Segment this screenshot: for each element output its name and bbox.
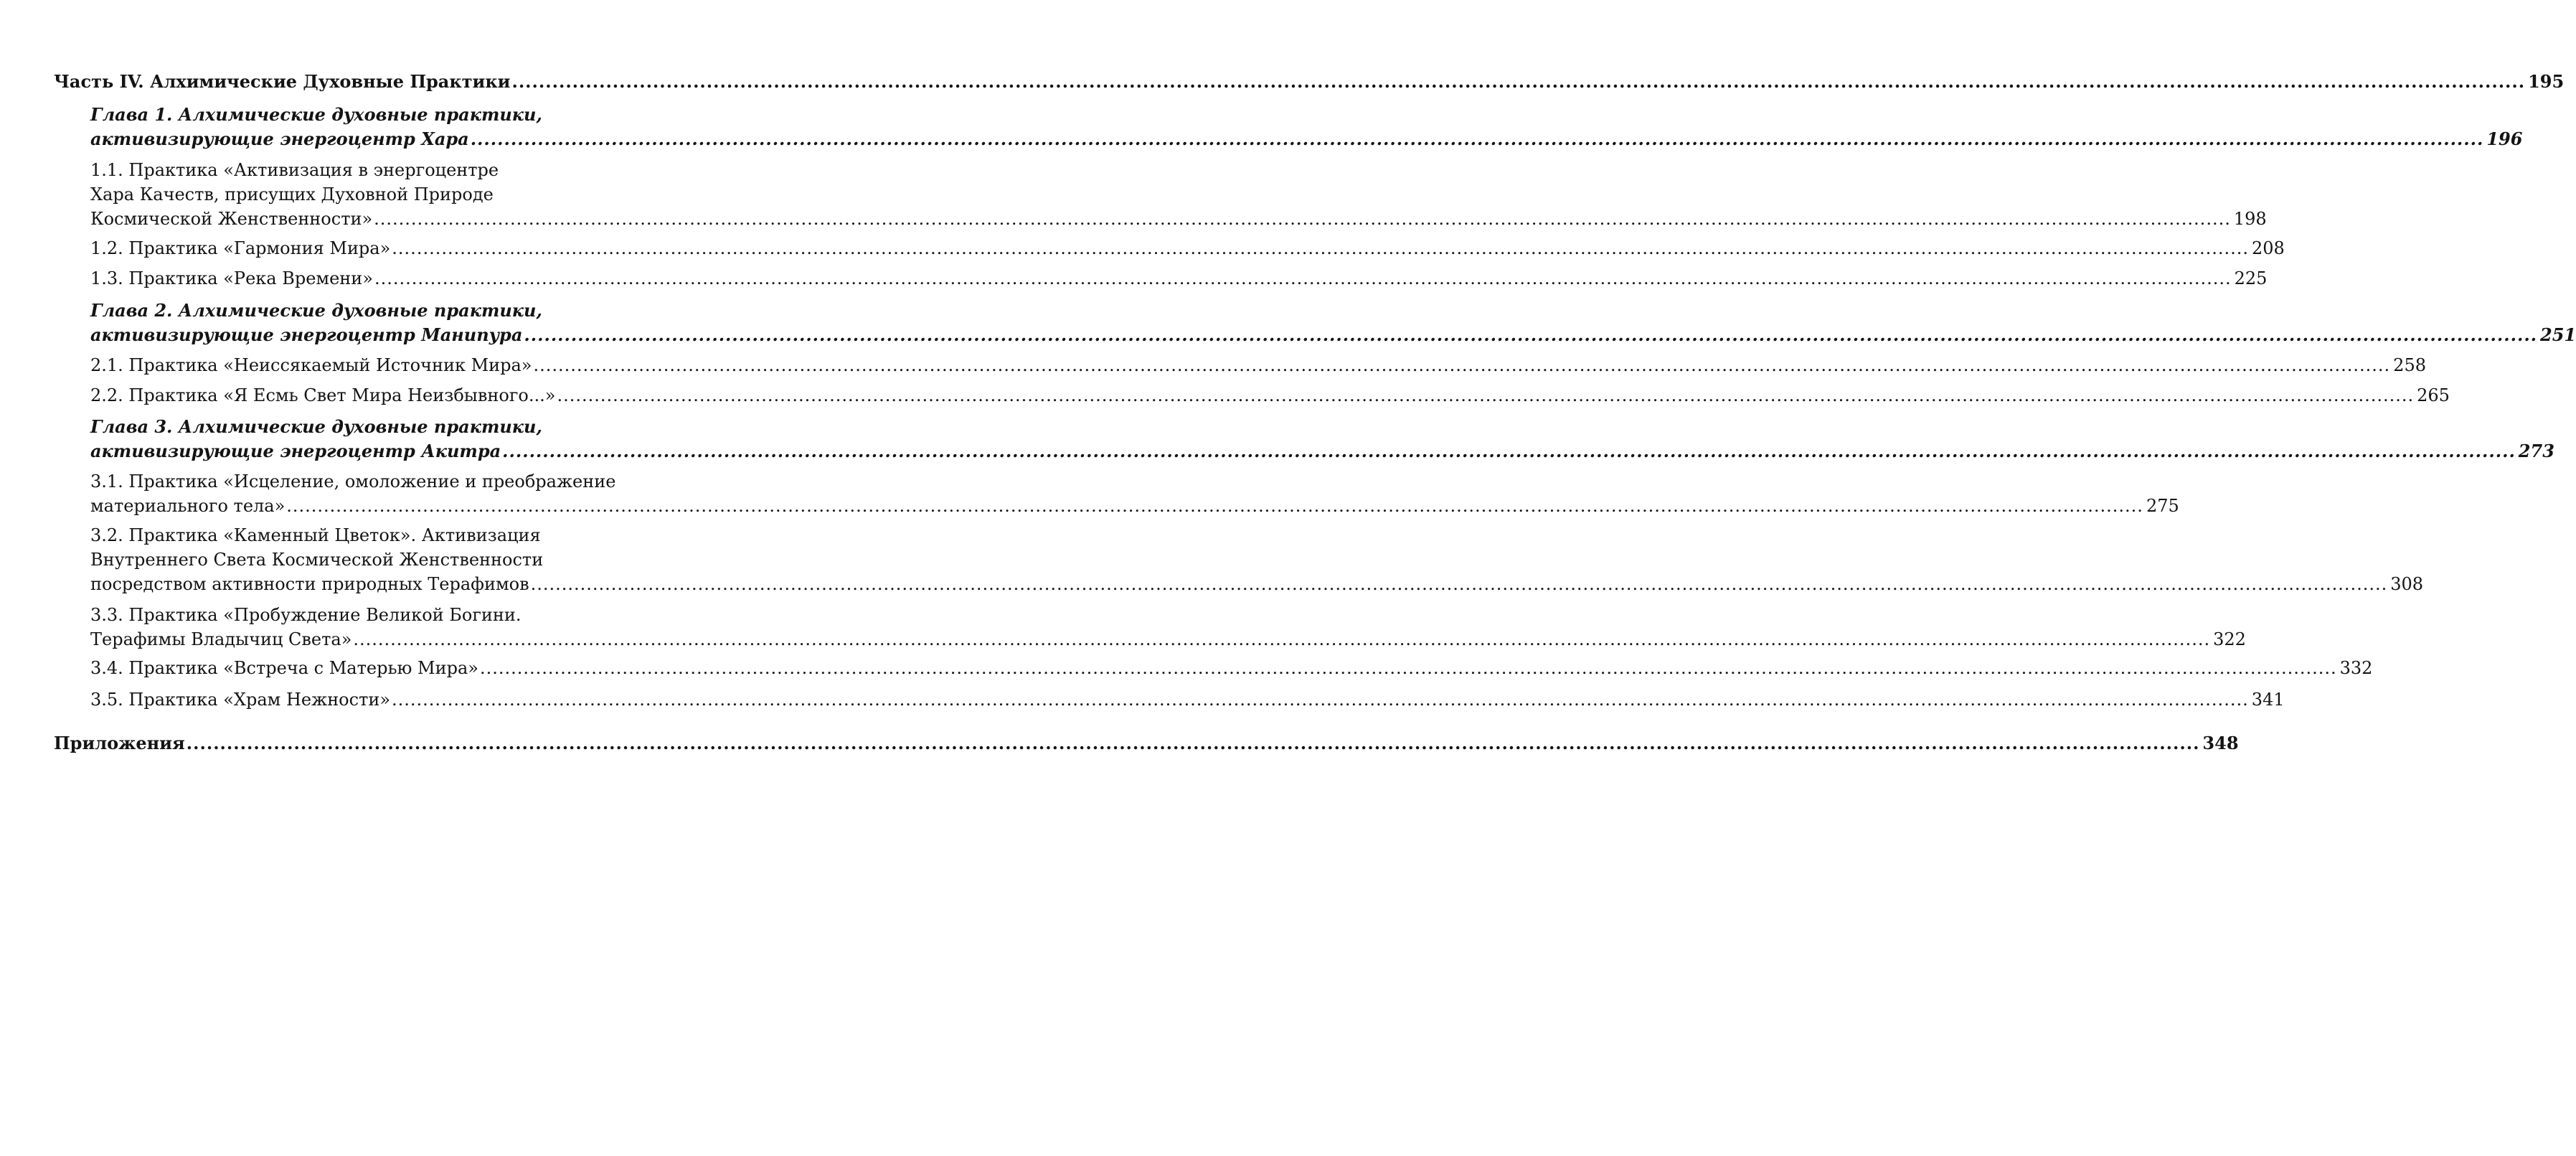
toc-entry-title: 3.5. Практика «Храм Нежности» <box>90 690 391 710</box>
toc-entry-title: Космической Женственности» <box>90 209 373 229</box>
toc-page-number: 195 <box>2528 71 2565 92</box>
dot-leader: ............................................................................................................................................................................................................................................................................................................ <box>511 71 2526 92</box>
dot-leader: ............................................................................................................................................................................................................................................................................................................ <box>392 238 2249 258</box>
toc-page-number: 275 <box>2146 496 2179 516</box>
dot-leader: ............................................................................................................................................................................................................................................................................................................ <box>392 690 2249 710</box>
toc-page-number: 273 <box>2518 441 2554 461</box>
toc-entry-title: Часть IV. Алхимические Духовные Практики <box>54 71 511 92</box>
toc-entry-title: Хара Качеств, присущих Духовной Природе <box>90 184 494 205</box>
toc-page-number: 225 <box>2234 268 2268 288</box>
toc-page-number: 265 <box>2417 385 2450 405</box>
toc-page-number: 208 <box>2251 238 2285 258</box>
dot-leader: ............................................................................................................................................................................................................................................................................................................ <box>530 574 2388 594</box>
toc-entry-title: Внутреннего Света Космической Женственности <box>90 550 544 570</box>
dot-leader: ............................................................................................................................................................................................................................................................................................................ <box>374 209 2231 229</box>
toc-entry-title: Глава 2. Алхимические духовные практики, <box>90 300 542 321</box>
toc-entry-title: 2.1. Практика «Неиссякаемый Источник Мира» <box>90 355 532 375</box>
toc-entry-title: 1.3. Практика «Река Времени» <box>90 268 373 288</box>
toc-entry-title: 2.2. Практика «Я Есмь Свет Мира Неизбывного...» <box>90 385 556 405</box>
toc-entry-title: 3.1. Практика «Исцеление, омоложение и преображение <box>90 471 616 492</box>
toc-entry-title: Глава 1. Алхимические духовные практики, <box>90 104 542 125</box>
dot-leader: ............................................................................................................................................................................................................................................................................................................ <box>533 355 2391 375</box>
dot-leader: ............................................................................................................................................................................................................................................................................................................ <box>557 385 2415 405</box>
toc-entry-title: активизирующие энергоцентр Акитра <box>90 441 501 461</box>
toc-entry-title: 3.4. Практика «Встреча с Матерью Мира» <box>90 658 478 678</box>
toc-page-number: 332 <box>2339 658 2373 678</box>
toc-page-number: 322 <box>2213 629 2246 649</box>
toc-page-number: 251 <box>2540 324 2576 345</box>
dot-leader: ............................................................................................................................................................................................................................................................................................................ <box>479 658 2337 678</box>
toc-entry-title: материального тела» <box>90 496 286 516</box>
toc-page-number: 198 <box>2233 209 2267 229</box>
toc-entry-title: 1.1. Практика «Активизация в энергоцентре <box>90 160 499 180</box>
toc-entry-title: Терафимы Владычиц Света» <box>90 629 352 649</box>
toc-entry-title: Глава 3. Алхимические духовные практики, <box>90 416 542 437</box>
dot-leader: ............................................................................................................................................................................................................................................................................................................ <box>524 324 2538 345</box>
dot-leader: ............................................................................................................................................................................................................................................................................................................ <box>502 441 2516 461</box>
dot-leader: ............................................................................................................................................................................................................................................................................................................ <box>353 629 2211 649</box>
dot-leader: ............................................................................................................................................................................................................................................................................................................ <box>374 268 2232 288</box>
toc-entry-title: 3.3. Практика «Пробуждение Великой Богини. <box>90 605 522 625</box>
dot-leader: ............................................................................................................................................................................................................................................................................................................ <box>470 128 2484 149</box>
toc-entry-title: Приложения <box>54 733 185 753</box>
toc-page-number: 258 <box>2393 355 2426 375</box>
toc-entry-title: активизирующие энергоцентр Манипура <box>90 324 523 345</box>
toc-page-number: 348 <box>2202 733 2239 753</box>
toc-entry-title: 3.2. Практика «Каменный Цветок». Активизация <box>90 525 541 545</box>
toc-entry-title: активизирующие энергоцентр Хара <box>90 128 469 149</box>
dot-leader: ............................................................................................................................................................................................................................................................................................................ <box>186 733 2200 753</box>
toc-entry-title: 1.2. Практика «Гармония Мира» <box>90 238 391 258</box>
toc-page-number: 196 <box>2486 128 2523 149</box>
toc-entry-title: посредством активности природных Терафимов <box>90 574 529 594</box>
dot-leader: ............................................................................................................................................................................................................................................................................................................ <box>286 496 2143 516</box>
toc-page-number: 308 <box>2390 574 2424 594</box>
toc-page-number: 341 <box>2251 690 2285 710</box>
